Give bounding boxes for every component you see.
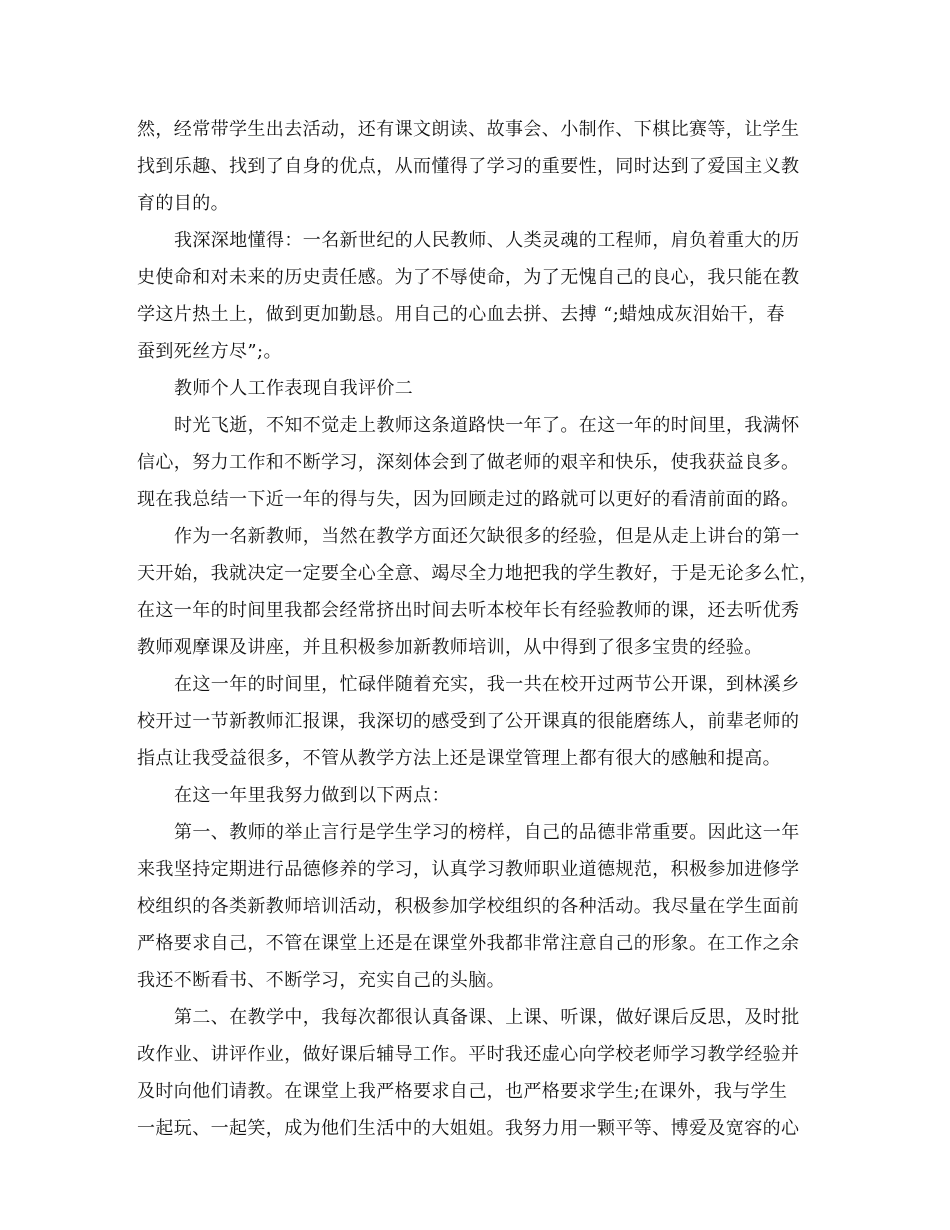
text-line: 信心，努力工作和不断学习，深刻体会到了做老师的艰辛和快乐，使我获益良多。	[137, 452, 800, 473]
text-line: 校开过一节新教师汇报课，我深切的感受到了公开课真的很能磨练人，前辈老师的	[137, 711, 800, 732]
text-line: 在这一年的时间里我都会经常挤出时间去听本校年长有经验教师的课，还去听优秀	[137, 600, 800, 621]
text-line: 作为一名新教师，当然在教学方面还欠缺很多的经验，但是从走上讲台的第一	[174, 526, 800, 547]
text-line: 在这一年的时间里，忙碌伴随着充实，我一共在校开过两节公开课，到林溪乡	[174, 674, 800, 695]
text-line: 现在我总结一下近一年的得与失，因为回顾走过的路就可以更好的看清前面的路。	[137, 489, 800, 510]
text-line: 第一、教师的举止言行是学生学习的榜样，自己的品德非常重要。因此这一年	[174, 822, 800, 843]
text-line: 然，经常带学生出去活动，还有课文朗读、故事会、小制作、下棋比赛等，让学生	[137, 119, 800, 140]
section-heading: 教师个人工作表现自我评价二	[174, 378, 414, 399]
text-line: 第二、在教学中，我每次都很认真备课、上课、听课，做好课后反思，及时批	[174, 1007, 800, 1028]
text-line: 我还不断看书、不断学习，充实自己的头脑。	[137, 970, 505, 991]
text-line: 天开始，我就决定一定要全心全意、竭尽全力地把我的学生教好，于是无论多么忙，	[137, 563, 818, 584]
text-line: 一起玩、一起笑，成为他们生活中的大姐姐。我努力用一颗平等、博爱及宽容的心	[137, 1118, 800, 1139]
text-line: 在这一年里我努力做到以下两点：	[174, 785, 450, 806]
text-line: 来我坚持定期进行品德修养的学习，认真学习教师职业道德规范，积极参加进修学	[137, 859, 800, 880]
text-line: 找到乐趣、找到了自身的优点，从而懂得了学习的重要性，同时达到了爱国主义教	[137, 156, 800, 177]
text-line: 及时向他们请教。在课堂上我严格要求自己，也严格要求学生;在课外，我与学生	[137, 1081, 788, 1102]
text-line: 教师观摩课及讲座，并且积极参加新教师培训，从中得到了很多宝贵的经验。	[137, 637, 763, 658]
text-line: 指点让我受益很多，不管从教学方法上还是课堂管理上都有很大的感触和提高。	[137, 748, 781, 769]
text-line: 学这片热土上，做到更加勤恳。用自己的心血去拼、去搏 “;蜡烛成灰泪始干，春	[137, 304, 785, 325]
text-line: 史使命和对未来的历史责任感。为了不辱使命，为了无愧自己的良心，我只能在教	[137, 267, 800, 288]
text-line: 蚕到死丝方尽”;。	[137, 341, 282, 362]
text-line: 校组织的各类新教师培训活动，积极参加学校组织的各种活动。我尽量在学生面前	[137, 896, 800, 917]
text-line: 改作业、讲评作业，做好课后辅导工作。平时我还虚心向学校老师学习教学经验并	[137, 1044, 800, 1065]
text-line: 育的目的。	[137, 193, 229, 214]
text-line: 严格要求自己，不管在课堂上还是在课堂外我都非常注意自己的形象。在工作之余	[137, 933, 800, 954]
text-line: 我深深地懂得：一名新世纪的人民教师、人类灵魂的工程师，肩负着重大的历	[174, 230, 800, 251]
text-line: 时光飞逝，不知不觉走上教师这条道路快一年了。在这一年的时间里，我满怀	[174, 415, 800, 436]
